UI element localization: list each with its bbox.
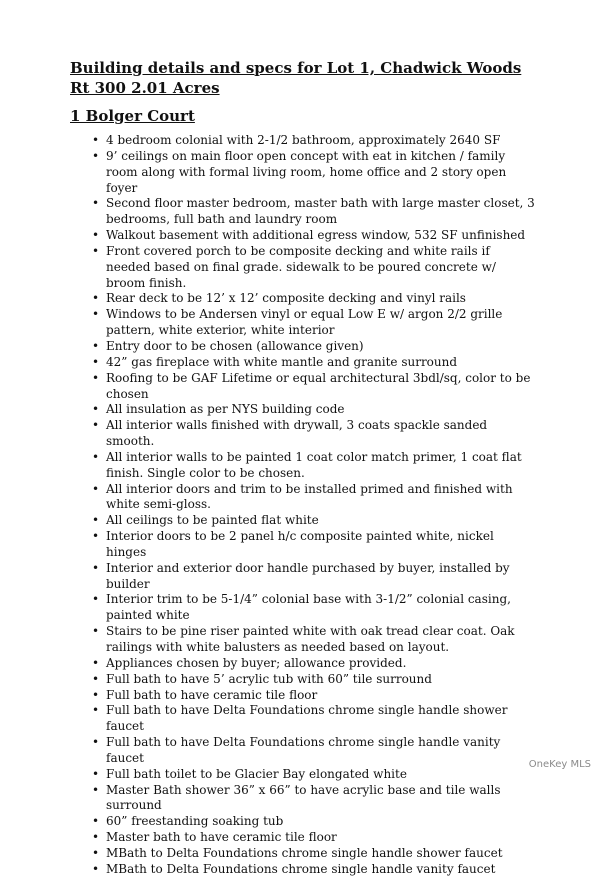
spec-item — [92, 371, 537, 403]
bullet-icon: • — [92, 624, 100, 639]
spec-item — [92, 656, 537, 672]
spec-item-text: MBath to Delta Foundations chrome single handle vanity faucet — [106, 861, 496, 876]
spec-item-text: Front covered porch to be composite decking and white rails if needed based on final grade. sidewalk to be poured concrete w/ broom finish. — [106, 243, 496, 290]
bullet-icon: • — [92, 845, 100, 860]
spec-item — [92, 291, 537, 307]
spec-item-text: Walkout basement with additional egress window, 532 SF unfinished — [106, 228, 526, 243]
bullet-icon: • — [92, 687, 100, 702]
spec-item-text: All ceilings to be painted flat white — [106, 513, 319, 528]
spec-item-text: All insulation as per NYS building code — [106, 402, 345, 417]
bullet-icon: • — [92, 307, 100, 322]
bullet-icon: • — [92, 513, 100, 528]
spec-item-text: Full bath to have Delta Foundations chrome single handle vanity faucet — [106, 735, 501, 765]
bullet-icon: • — [92, 861, 100, 876]
bullet-icon: • — [92, 766, 100, 781]
specs-list — [92, 133, 537, 878]
spec-item-text: Full bath to have 5’ acrylic tub with 60” tile surround — [106, 671, 432, 686]
bullet-icon: • — [92, 402, 100, 417]
watermark: OneKey MLS — [528, 759, 591, 770]
bullet-icon: • — [92, 560, 100, 575]
spec-item — [92, 767, 537, 783]
spec-item — [92, 783, 537, 815]
spec-item — [92, 624, 537, 656]
spec-item-text: All interior walls to be painted 1 coat color match primer, 1 coat flat finish. Single color to be chosen. — [106, 449, 522, 480]
spec-item — [92, 846, 537, 862]
bullet-icon: • — [92, 671, 100, 686]
spec-item — [92, 355, 537, 371]
bullet-icon: • — [92, 196, 100, 211]
spec-item-text: All interior doors and trim to be installed primed and finished with white semi-gloss. — [106, 481, 513, 512]
bullet-icon: • — [92, 830, 100, 845]
bullet-icon: • — [92, 782, 100, 797]
bullet-icon: • — [92, 243, 100, 258]
spec-item — [92, 244, 537, 292]
spec-item-text: Appliances chosen by buyer; allowance provided. — [106, 655, 407, 670]
document-title: Building details and specs for Lot 1, Chadwick Woods Rt 300 2.01 Acres — [70, 59, 522, 97]
spec-item-text: Second floor master bedroom, master bath with large master closet, 3 bedrooms, full bath and laundry room — [106, 196, 535, 227]
bullet-icon: • — [92, 354, 100, 369]
spec-item — [92, 735, 537, 767]
spec-item-text: 4 bedroom colonial with 2-1/2 bathroom, approximately 2640 SF — [106, 133, 501, 147]
spec-item — [92, 339, 537, 355]
bullet-icon: • — [92, 592, 100, 607]
bullet-icon: • — [92, 338, 100, 353]
bullet-icon: • — [92, 481, 100, 496]
bullet-icon: • — [92, 228, 100, 243]
spec-item-text: Full bath to have Delta Foundations chrome single handle shower faucet — [106, 703, 508, 734]
spec-item-text: Master bath to have ceramic tile floor — [106, 830, 337, 845]
spec-item — [92, 402, 537, 418]
spec-item-text: Rear deck to be 12’ x 12’ composite decking and vinyl rails — [106, 291, 466, 306]
spec-item-text: Interior and exterior door handle purchased by buyer, installed by builder — [106, 560, 510, 591]
bullet-icon: • — [92, 449, 100, 464]
spec-item-text: Stairs to be pine riser painted white with oak tread clear coat. Oak railings with white balusters as needed based on layout. — [106, 624, 515, 654]
bullet-icon: • — [92, 418, 100, 433]
bullet-icon: • — [92, 370, 100, 385]
spec-item-text: 42” gas fireplace with white mantle and granite surround — [106, 354, 458, 369]
spec-item-text: 60” freestanding soaking tub — [106, 814, 284, 829]
bullet-icon: • — [92, 735, 100, 750]
spec-item-text: Master Bath shower 36” x 66” to have acrylic base and tile walls surround — [106, 782, 501, 813]
spec-item — [92, 196, 537, 228]
spec-item-text: All interior walls finished with drywall, 3 coats spackle sanded smooth. — [106, 418, 488, 449]
spec-item — [92, 814, 537, 830]
spec-item — [92, 482, 537, 514]
bullet-icon: • — [92, 148, 100, 163]
spec-item-text: 9’ ceilings on main floor open concept with eat in kitchen / family room along with formal living room, home office and 2 story open foyer — [106, 148, 507, 195]
bullet-icon: • — [92, 529, 100, 544]
spec-item-text: Full bath toilet to be Glacier Bay elongated white — [106, 766, 407, 781]
spec-item-text: Full bath to have ceramic tile floor — [106, 687, 318, 702]
spec-item — [92, 672, 537, 688]
spec-item-text: Windows to be Andersen vinyl or equal Low E w/ argon 2/2 grille pattern, white exterior, white interior — [106, 307, 503, 338]
spec-item — [92, 830, 537, 846]
spec-item — [92, 561, 537, 593]
bullet-icon: • — [92, 655, 100, 670]
spec-item — [92, 592, 537, 624]
spec-item — [92, 513, 537, 529]
spec-item — [92, 133, 537, 149]
spec-item — [92, 149, 537, 197]
spec-item-text: Roofing to be GAF Lifetime or equal architectural 3bdl/sq, color to be chosen — [106, 370, 531, 401]
spec-item — [92, 450, 537, 482]
bullet-icon: • — [92, 291, 100, 306]
document-subtitle: 1 Bolger Court — [70, 107, 195, 125]
bullet-icon: • — [92, 133, 100, 147]
spec-item-text: Interior doors to be 2 panel h/c composite painted white, nickel hinges — [106, 529, 494, 559]
spec-item — [92, 307, 537, 339]
spec-item-text: MBath to Delta Foundations chrome single handle shower faucet — [106, 845, 503, 860]
spec-item — [92, 688, 537, 704]
spec-item — [92, 529, 537, 561]
spec-item-text: Interior trim to be 5-1/4” colonial base with 3-1/2” colonial casing, painted white — [106, 592, 511, 623]
spec-item — [92, 228, 537, 244]
spec-item — [92, 862, 537, 878]
spec-item-text: Entry door to be chosen (allowance given) — [106, 338, 364, 353]
bullet-icon: • — [92, 814, 100, 829]
bullet-icon: • — [92, 703, 100, 718]
spec-item — [92, 418, 537, 450]
spec-item — [92, 703, 537, 735]
